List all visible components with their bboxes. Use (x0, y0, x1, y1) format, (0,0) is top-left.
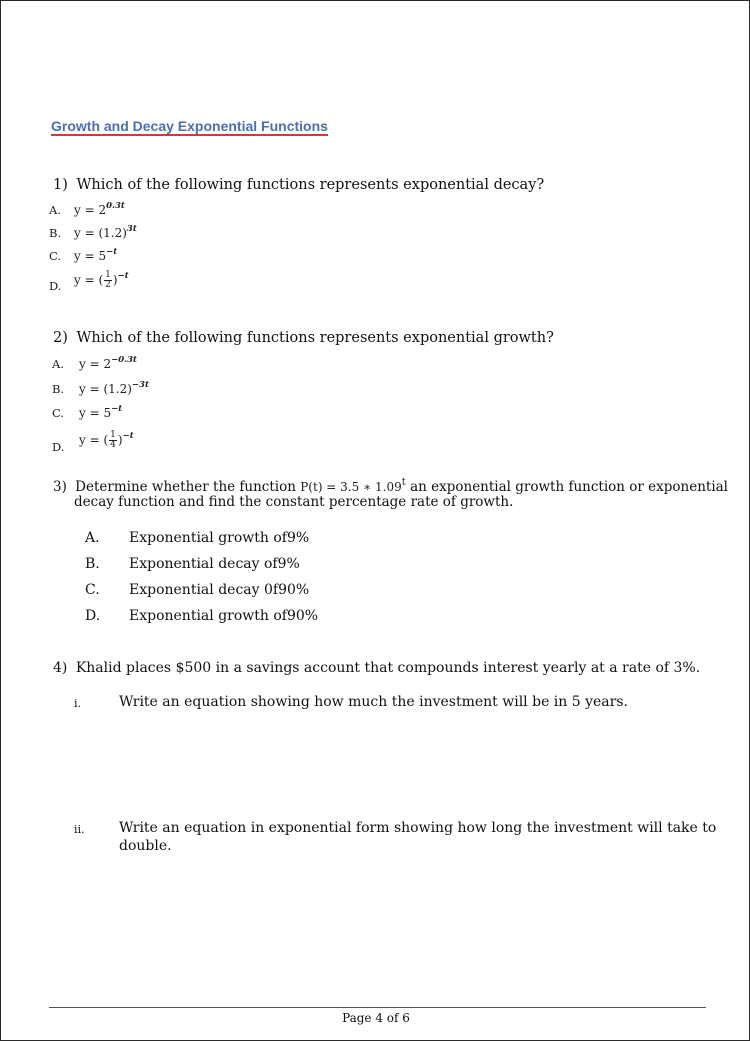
q3-option-c-letter: C. (85, 582, 100, 598)
q4-part-ii-text-line-1: Write an equation in exponential form showing how long the investment will take to (119, 820, 717, 836)
page-number: Page 4 of 6 (342, 1011, 410, 1025)
question-3-number: 3) (53, 479, 67, 495)
question-3-text-after: an exponential growth function or exponential (405, 479, 728, 495)
q1-d-exponent: −t (117, 271, 129, 281)
q1-option-b-letter: B. (49, 226, 62, 240)
question-4 (53, 660, 700, 676)
q2-option-d-equation (79, 431, 134, 450)
q2-d-numerator: 1 (110, 430, 116, 440)
q2-b-base: y = (1.2) (79, 382, 132, 396)
q2-option-b-equation (79, 380, 149, 396)
q1-option-d-equation (74, 271, 129, 290)
q1-c-base: y = 5 (74, 249, 107, 263)
q2-a-exponent: −0.3t (111, 355, 137, 365)
q1-option-d-letter: D. (49, 279, 62, 293)
q2-d-pre: y = ( (79, 433, 109, 447)
q4-part-ii-text-line-2: double. (119, 838, 172, 854)
q2-a-base: y = 2 (79, 357, 112, 371)
q1-d-fraction (104, 271, 112, 290)
question-2-text: Which of the following functions represents exponential growth? (76, 330, 554, 346)
q1-d-denominator: 2 (105, 280, 111, 290)
q2-d-fraction (109, 431, 117, 450)
q2-d-post: ) (117, 433, 123, 447)
q2-d-exponent: −t (122, 431, 134, 441)
q1-option-c-equation (74, 247, 117, 263)
question-4-text: Khalid places $500 in a savings account that compounds interest yearly at a rate of 3%. (75, 660, 701, 676)
footer-divider (49, 1007, 706, 1008)
q1-d-numerator: 1 (105, 270, 111, 280)
page-title: Growth and Decay Exponential Functions (51, 118, 328, 134)
q3-option-b-text: Exponential decay of9% (129, 556, 300, 572)
q3-option-b-letter: B. (85, 556, 100, 572)
question-1-number: 1) (53, 177, 68, 193)
question-2-number: 2) (53, 330, 68, 346)
q2-b-exponent: −3t (131, 380, 149, 390)
q2-option-c-equation (79, 404, 122, 420)
q1-option-a-letter: A. (49, 203, 61, 217)
question-3-function (300, 477, 406, 494)
q1-a-base: y = 2 (74, 203, 107, 217)
question-2 (53, 330, 554, 346)
q1-b-exponent: 3t (126, 224, 137, 234)
q1-option-a-equation (74, 201, 125, 217)
question-1 (53, 177, 544, 193)
q3-function-exponent: t (401, 477, 406, 488)
q4-part-i-text: Write an equation showing how much the investment will be in 5 years. (119, 694, 628, 710)
question-3-line-2: decay function and find the constant percentage rate of growth. (74, 494, 514, 510)
q1-b-base: y = (1.2) (74, 226, 127, 240)
q2-d-denominator: 4 (110, 440, 116, 450)
q2-option-c-letter: C. (52, 406, 65, 420)
q2-c-exponent: −t (111, 404, 123, 414)
q2-option-a-letter: A. (52, 357, 64, 371)
q1-option-c-letter: C. (49, 249, 62, 263)
question-4-number: 4) (53, 660, 68, 676)
q3-option-a-text: Exponential growth of9% (129, 530, 310, 546)
q2-c-base: y = 5 (79, 406, 112, 420)
q3-option-a-letter: A. (85, 530, 100, 546)
q3-function-base: P(t) = 3.5 ∗ 1.09 (300, 480, 402, 494)
question-3 (53, 477, 728, 495)
q4-part-ii-label: ii. (74, 823, 85, 836)
q1-d-pre: y = ( (74, 273, 104, 287)
q1-c-exponent: −t (106, 247, 118, 257)
q2-option-d-letter: D. (52, 440, 65, 454)
q3-option-c-text: Exponential decay 0f90% (129, 582, 310, 598)
question-1-text: Which of the following functions represents exponential decay? (76, 177, 545, 193)
q3-option-d-text: Exponential growth of90% (129, 608, 319, 624)
q2-option-a-equation (79, 355, 137, 371)
q1-option-b-equation (74, 224, 137, 240)
q1-d-post: ) (112, 273, 118, 287)
q2-option-b-letter: B. (52, 382, 65, 396)
question-3-text-before: Determine whether the function (75, 479, 301, 495)
q3-option-d-letter: D. (85, 608, 101, 624)
q4-part-i-label: i. (74, 697, 82, 710)
q1-a-exponent: 0.3t (106, 201, 125, 211)
